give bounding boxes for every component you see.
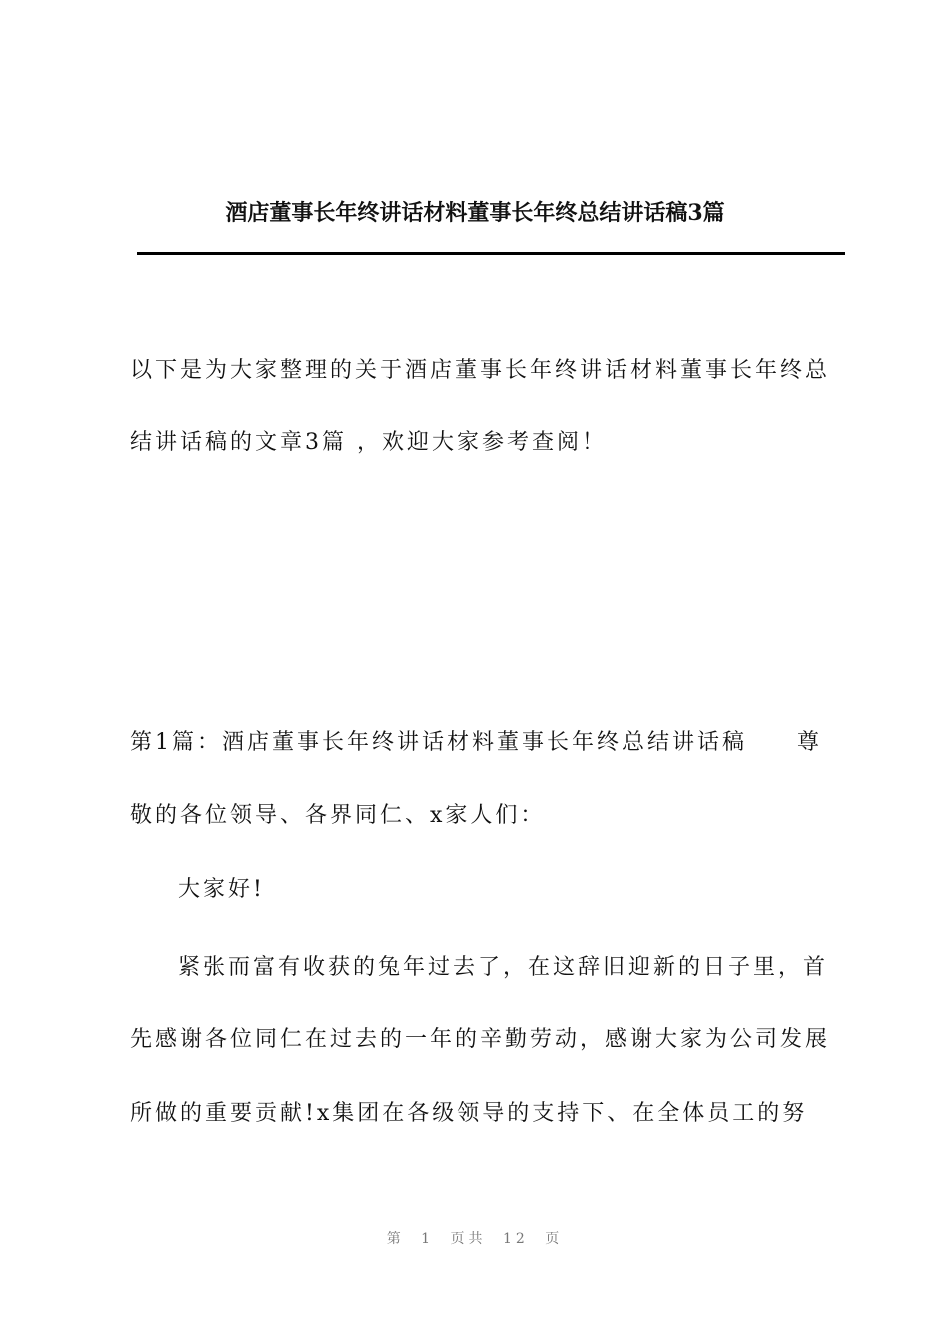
greeting: 大家好!: [178, 877, 265, 902]
page-footer: 第 1 页共 12 页: [386, 1231, 564, 1247]
body-line-3: 所做的重要贡献!x集团在各级领导的支持下、在全体员工的努: [130, 1101, 808, 1126]
title-divider: [137, 252, 845, 255]
intro-line-2: 结讲话稿的文章3篇 ，欢迎大家参考查阅！: [130, 430, 607, 455]
section-heading: 第1篇：酒店董事长年终讲话材料董事长年终总结讲话稿 尊: [130, 730, 822, 755]
page-title: 酒店董事长年终讲话材料董事长年终总结讲话稿3篇: [225, 200, 725, 226]
body-line-1: 紧张而富有收获的兔年过去了，在这辞旧迎新的日子里，首: [178, 955, 829, 980]
body-line-2: 先感谢各位同仁在过去的一年的辛勤劳动，感谢大家为公司发展: [130, 1027, 831, 1052]
intro-line-1: 以下是为大家整理的关于酒店董事长年终讲话材料董事长年终总: [130, 358, 831, 383]
salutation: 敬的各位领导、各界同仁、x家人们：: [130, 803, 546, 828]
